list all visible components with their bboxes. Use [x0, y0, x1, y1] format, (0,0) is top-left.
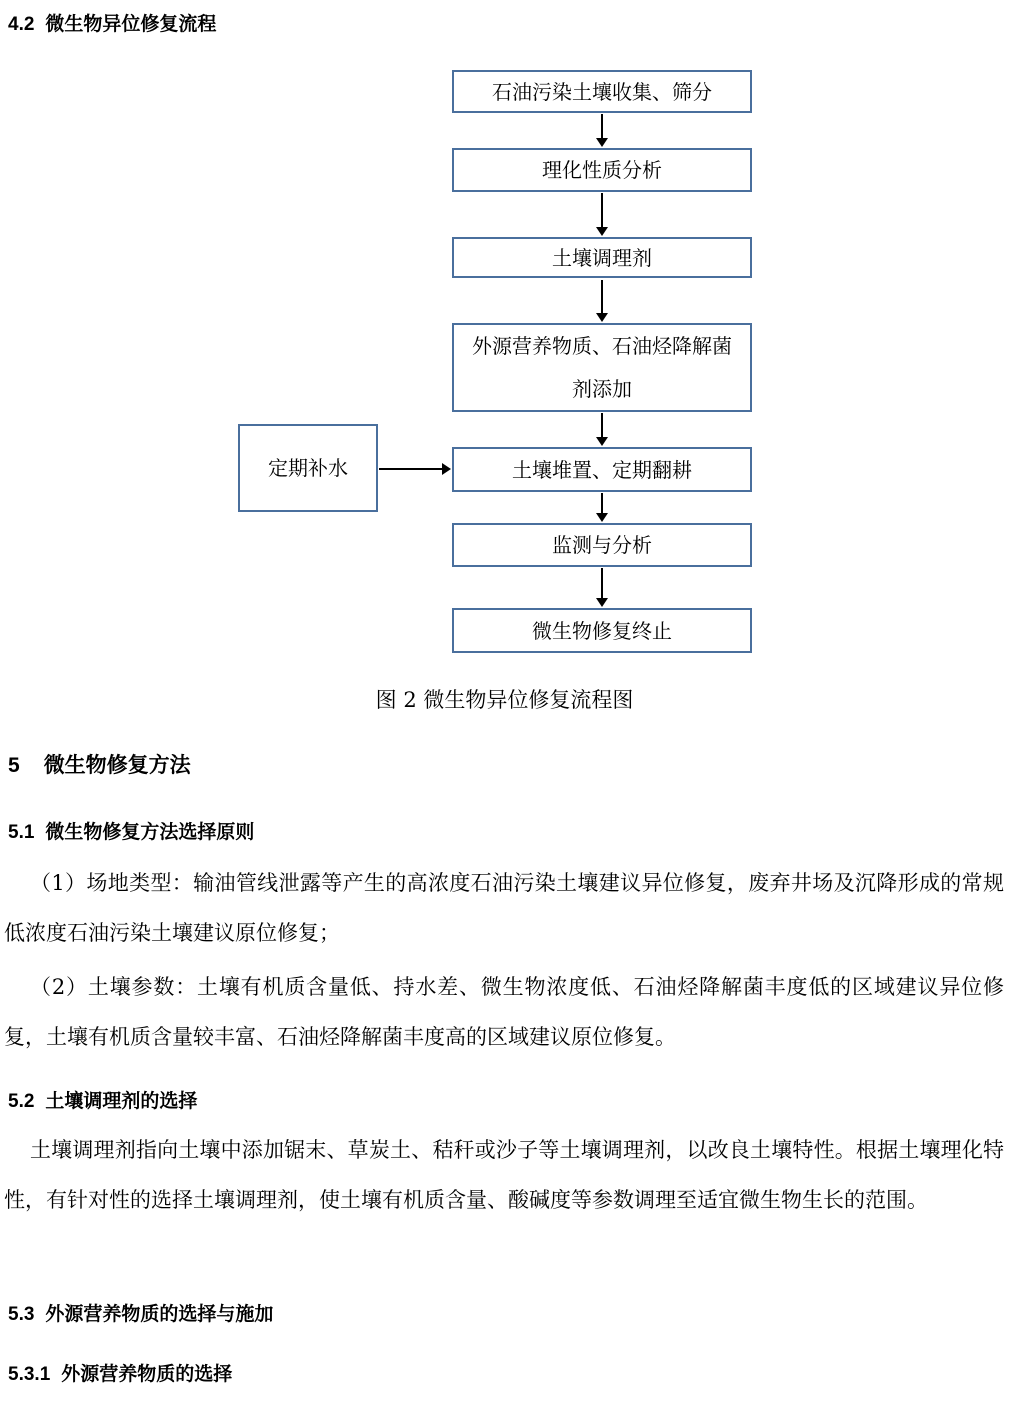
heading-title: 外源营养物质的选择与施加 — [45, 1304, 274, 1325]
heading-title: 土壤调理剂的选择 — [45, 1091, 198, 1112]
flow-arrow-down-icon — [594, 493, 610, 522]
flow-arrow-down-icon — [594, 114, 610, 147]
heading-title: 微生物修复方法选择原则 — [45, 822, 255, 843]
heading-number: 5 — [8, 754, 20, 777]
arrow-shaft — [601, 193, 603, 228]
heading-number: 5.2 — [8, 1091, 35, 1112]
flow-arrow-right-icon — [379, 461, 451, 477]
flow-step-nutrient-bacteria-add — [452, 323, 752, 412]
arrow-shaft — [601, 114, 603, 139]
flow-step-label: 定期补水 — [268, 456, 348, 480]
arrow-shaft — [379, 468, 443, 470]
heading-number: 5.3 — [8, 1304, 35, 1325]
flow-step-label: 石油污染土壤收集、筛分 — [492, 79, 712, 104]
arrow-shaft — [601, 493, 603, 514]
arrow-shaft — [601, 413, 603, 438]
heading-title: 微生物异位修复流程 — [45, 14, 217, 35]
flow-step-label: 微生物修复终止 — [532, 618, 672, 643]
arrow-shaft — [601, 280, 603, 314]
heading-5-3-1 — [8, 1359, 232, 1386]
flow-step-label: 土壤调理剂 — [552, 245, 652, 270]
flow-step-collect-screen — [452, 70, 752, 113]
heading-number: 5.1 — [8, 822, 35, 843]
heading-number: 5.3.1 — [8, 1364, 51, 1385]
flow-step-label: 理化性质分析 — [542, 158, 662, 182]
flow-step-label: 监测与分析 — [552, 533, 652, 557]
flow-step-label: 外源营养物质、石油烃降解菌剂添加 — [472, 333, 732, 401]
flow-step-remediation-end — [452, 608, 752, 653]
paragraph-site-type: （1）场地类型：输油管线泄露等产生的高浓度石油污染土壤建议异位修复，废弃井场及沉降形成的常规低浓度石油污染土壤建议原位修复； — [4, 871, 1004, 945]
flow-arrow-down-icon — [594, 193, 610, 236]
flow-step-label: 土壤堆置、定期翻耕 — [512, 457, 692, 482]
flow-step-pile-turn — [452, 447, 752, 492]
flow-side-box-watering — [238, 424, 378, 512]
heading-title: 微生物修复方法 — [43, 754, 191, 777]
flow-arrow-down-icon — [594, 280, 610, 322]
heading-5-2 — [8, 1086, 197, 1113]
flow-arrow-down-icon — [594, 413, 610, 446]
heading-number: 4.2 — [8, 14, 35, 35]
flow-step-monitor-analysis — [452, 523, 752, 567]
flow-step-soil-conditioner — [452, 237, 752, 278]
flow-arrow-down-icon — [594, 568, 610, 607]
heading-5-3 — [8, 1299, 273, 1326]
heading-5 — [8, 749, 191, 779]
figure-caption: 图 2 微生物异位修复流程图 — [375, 688, 634, 712]
heading-5-1 — [8, 817, 254, 844]
heading-title: 外源营养物质的选择 — [61, 1364, 233, 1385]
heading-4-2 — [8, 9, 216, 36]
flow-step-physchem-analysis — [452, 148, 752, 192]
arrow-shaft — [601, 568, 603, 599]
paragraph-soil-conditioner: 土壤调理剂指向土壤中添加锯末、草炭土、秸秆或沙子等土壤调理剂，以改良土壤特性。根据土壤理化特性，有针对性的选择土壤调理剂，使土壤有机质含量、酸碱度等参数调理至适宜微生物生长的范围。 — [4, 1138, 1004, 1212]
paragraph-soil-parameters: （2）土壤参数：土壤有机质含量低、持水差、微生物浓度低、石油烃降解菌丰度低的区域建议异位修复，土壤有机质含量较丰富、石油烃降解菌丰度高的区域建议原位修复。 — [4, 975, 1004, 1049]
